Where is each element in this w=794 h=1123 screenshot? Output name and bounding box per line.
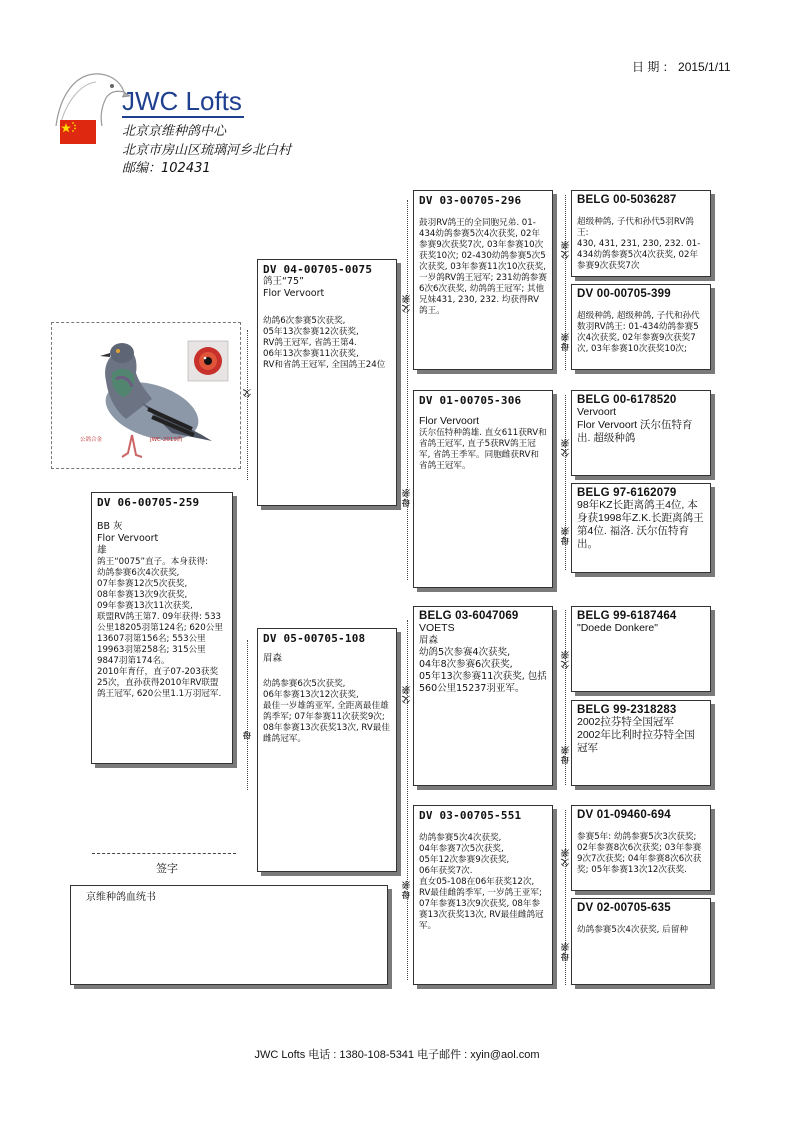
great-grandparent-card-1	[571, 190, 711, 277]
great-grandparent-5-ring-id: BELG 99-6187464	[577, 610, 677, 622]
date	[632, 58, 731, 75]
great-grandparent-4-record: 98年KZ长距离鸽王4位, 本身获1998年Z.K.长距离鸽王第4位. 福洛. 沃尔伍特育出。	[577, 499, 704, 550]
grandsire-paternal-card	[413, 190, 553, 370]
great-grandparent-card-7	[571, 805, 711, 891]
address-line-3: 邮编：102431	[122, 161, 211, 176]
sire-strain: Flor Vervoort	[263, 288, 325, 299]
address-line-1: 北京京维种鸽中心	[122, 124, 227, 139]
ggs-label-5: 父亲	[561, 650, 571, 669]
sire-card	[257, 259, 397, 506]
dam-card	[257, 628, 397, 872]
photo-caption-left: 公鸽合金	[80, 437, 103, 443]
sire-connector-line	[247, 330, 248, 480]
footer-contact: JWC Lofts 电话 : 1380-108-5341 电子邮件 : xyin@aol.com	[254, 1049, 540, 1061]
ggs-label-4: 母亲	[561, 526, 571, 545]
granddam-paternal-card	[413, 390, 553, 588]
pigeon-image	[52, 323, 240, 468]
granddam-paternal-record: 沃尔伍特种鸽雄. 直女611获RV和省鸽王冠军, 直子5获RV鸽王冠军, 省鸽王季军。同胞雌获RV和省鸽王冠军。	[419, 428, 547, 471]
dam-connector-line	[247, 640, 248, 790]
ggs-label-8: 母亲	[561, 942, 571, 961]
grandsire-maternal-ring-id: BELG 03-6047069	[419, 610, 519, 622]
dam-record: 幼鸽参赛6次5次获奖, 06年参赛13次12次获奖, 最佳一岁雄鸽亚军, 全距离最佳雄鸽季军; 07年参赛11次获奖9次; 08年参赛13次获奖13次, RV最佳雌鸽冠军。	[263, 679, 390, 744]
great-grandparent-1-record: 超级种鸽, 子代和孙代5羽RV鸽王: 430, 431, 231, 230, 232. 01-434幼鸽参赛5次4次获奖, 02年参赛9次获奖7次	[577, 217, 701, 271]
brand-title: JWC Lofts	[122, 86, 242, 116]
granddam-maternal-label: 母亲	[402, 880, 412, 899]
granddam-maternal-ring-id: DV 03-00705-551	[419, 809, 522, 822]
ggs-label-2: 母亲	[561, 332, 571, 351]
great-grandparent-card-8	[571, 898, 711, 985]
great-grandparent-2-ring-id: DV 00-00705-399	[577, 288, 671, 300]
grandsire-paternal-ring-id: DV 03-00705-296	[419, 194, 522, 207]
great-grandparent-card-3	[571, 390, 711, 476]
sire-ring-id: DV 04-00705-0075	[263, 263, 373, 276]
great-grandparent-1-ring-id: BELG 00-5036287	[577, 194, 677, 206]
sire-title: 鸽王“75”	[263, 276, 304, 287]
ggs-label-7: 父亲	[561, 848, 571, 867]
grandsire-paternal-label: 父亲	[402, 294, 412, 313]
grandsire-paternal-record: 鼓羽RV鸽王的全同胞兄弟. 01-434幼鸽参赛5次4次获奖, 02年参赛9次获奖7次, 03年参赛10次获奖10次; 02-430幼鸽参赛5次5次获奖, 03年参赛11次10次获奖, 一岁鸽RV鸽王冠军; 231幼鸽参赛6次6次获奖, 幼鸽鸽王冠军; 其他兄妹431, 230, 232. 均获得RV鸽王。	[419, 218, 547, 316]
ggs-label-3: 父亲	[561, 438, 571, 457]
great-grandparent-7-record: 参赛5年: 幼鸽参赛5次3次获奖; 02年参赛8次6次获奖; 03年参赛9次7次获奖; 04年参赛8次6次获奖; 05年参赛13次12次获奖.	[577, 832, 702, 875]
subject-color: BB 灰	[97, 521, 123, 532]
granddam-paternal-label: 母亲	[402, 488, 412, 507]
ggs-label-6: 母亲	[561, 745, 571, 764]
certificate-title: 京维种鸽血统书	[86, 892, 156, 903]
great-grandparent-4-ring-id: BELG 97-6162079	[577, 487, 677, 499]
subject-pedigree-card	[91, 492, 233, 764]
date-value: 2015/1/11	[678, 60, 731, 74]
address-line-2: 北京市房山区琉璃河乡北白村	[122, 143, 292, 158]
sire-record: 幼鸽6次参赛5次获奖, 05年13次参赛12次获奖, RV鸽王冠军, 省鸽王第4. 06年13次参赛11次获奖, RV和省鸽王冠军, 全国鸽王24位	[263, 316, 386, 370]
pigeon-head-logo-icon	[50, 66, 130, 128]
ggs-label-1: 父亲	[561, 240, 571, 259]
grandsire-maternal-card	[413, 606, 553, 786]
great-grandparent-8-record: 幼鸽参赛5次4次获奖, 后留种	[577, 925, 688, 935]
granddam-paternal-ring-id: DV 01-00705-306	[419, 394, 522, 407]
great-grandparent-3-record: Vervoort Flor Vervoort 沃尔伍特育出. 超级种鸽	[577, 406, 693, 444]
granddam-maternal-card	[413, 805, 553, 985]
sire-label: 父	[243, 388, 253, 398]
great-grandparent-card-6	[571, 700, 711, 786]
grandsire-maternal-strain: VOETS	[419, 622, 455, 634]
signature-line	[92, 853, 236, 854]
great-grandparent-card-5	[571, 606, 711, 692]
grandsire-maternal-label: 父亲	[402, 685, 412, 704]
pigeon-photo	[51, 322, 241, 469]
great-grandparent-7-ring-id: DV 01-09460-694	[577, 809, 671, 821]
great-grandparent-6-ring-id: BELG 99-2318283	[577, 704, 677, 716]
sire-branch-connector-line	[407, 200, 408, 580]
subject-record: 鸽王“0075”直子。本身获得: 幼鸽参赛6次4次获奖, 07年参赛12次5次获奖, 08年参赛13次9次获奖, 09年参赛13次11次获奖, 联盟RV鸽王第7. 09年获得: 533公里18205羽第124名; 620公里13607羽第156名; 553公里19963羽第258名; 315公里9847羽第174名。 2010年育仔，直子07-203获奖25次，直孙获得2010年RV联盟鸽王冠军, 620公里1.1万羽冠军.	[97, 557, 223, 699]
subject-sex: 雄	[97, 545, 107, 556]
china-flag-icon	[60, 120, 96, 144]
photo-caption-right: JWC-2019鸽	[150, 437, 183, 443]
great-grandparent-3-ring-id: BELG 00-6178520	[577, 394, 677, 406]
subject-ring-id: DV 06-00705-259	[97, 496, 200, 509]
great-grandparent-5-record: "Doede Donkere"	[577, 622, 659, 634]
granddam-paternal-strain: Flor Vervoort	[419, 415, 480, 427]
great-grandparent-card-4	[571, 483, 711, 573]
granddam-maternal-record: 幼鸽参赛5次4次获奖, 04年参赛7次5次获奖, 05年12次参赛9次获奖, 06年获奖7次. 直女05-108在06年获奖12次, RV最佳雌鸽季军, 一岁鸽王亚军; 07年参赛13次9次获奖, 08年参赛13次获奖13次, RV最佳雌鸽冠军。	[419, 833, 544, 931]
dam-strain: 眉森	[263, 653, 283, 664]
date-label: 日 期 ：	[632, 60, 675, 74]
dam-label: 母	[243, 730, 253, 740]
great-grandparent-2-record: 超级种鸽, 超级种鸽, 子代和孙代数羽RV鸽王: 01-434幼鸽参赛5次4次获奖, 02年参赛9次获奖7次, 03年参赛10次获奖10次;	[577, 311, 700, 354]
subject-strain: Flor Vervoort	[97, 533, 159, 544]
dam-ring-id: DV 05-00705-108	[263, 632, 366, 645]
grandsire-maternal-name: 眉森	[419, 635, 439, 646]
grandsire-maternal-record: 幼鸽5次参赛4次获奖, 04年8次参赛6次获奖, 05年13次参赛11次获奖, 包括560公里15237羽亚军。	[419, 647, 547, 694]
dam-branch-connector-line	[407, 620, 408, 980]
great-grandparent-8-ring-id: DV 02-00705-635	[577, 902, 671, 914]
signature-label: 签字	[156, 862, 178, 875]
great-grandparent-6-record: 2002拉芬特全国冠军 2002年比利时拉芬特全国冠军	[577, 716, 695, 754]
great-grandparent-card-2	[571, 284, 711, 370]
